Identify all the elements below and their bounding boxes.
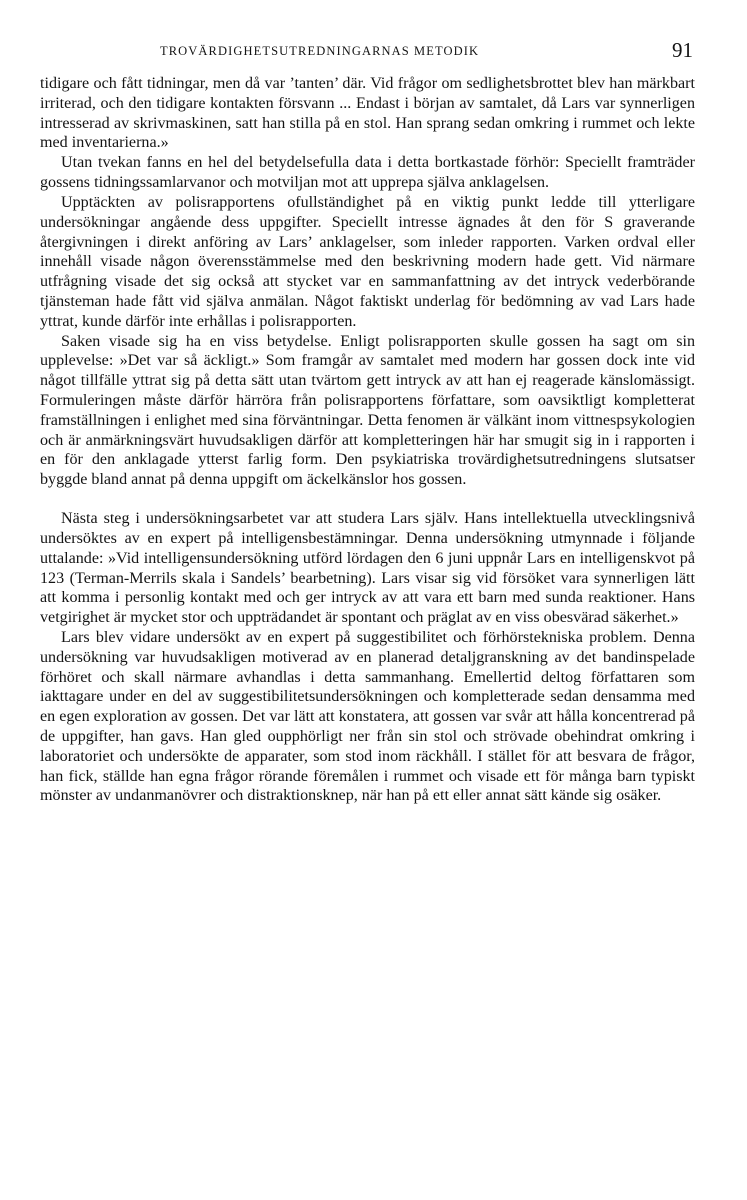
paragraph: Lars blev vidare undersökt av en expert på suggestibilitet och förhörstekniska problem. Denna undersökning var huvudsakligen motiverad av en planerad detaljgranskning av det bandinspelade förhöret och skall närmare avhandlas i detta sammanhang. Emellertid deltog författaren som iakttagare under en del av suggestibilitetsundersökningen och kompletterade sedan densamma med en egen exploration av gossen. Det var lätt att konstatera, att gossen var svår att hålla koncentrerad på de uppgifter, han gavs. Han gled oupphörligt ner från sin stol och strövade obehindrat omkring i laboratoriet och undersökte de apparater, som stod inom räckhåll. I stället för att besvara de frågor, han fick, ställde han egna frågor rörande föremålen i rummet och visade ett för många barn typiskt mönster av undanmanövrer och distraktionsknep, när han på ett eller annat sätt kände sig osäker. [40,628,695,805]
paragraph: tidigare och fått tidningar, men då var ’tanten’ där. Vid frågor om sedlighetsbrottet blev han märkbart irriterad, och den tidigare kontakten försvann ... Endast i början av samtalet, då Lars var synnerligen intresserad av skrivmaskinen, satt han stilla på en stol. Han sprang sedan omkring i rummet och lekte med inventarierna.» [40,75,695,152]
paragraph: Upptäckten av polisrapportens ofullständighet på en viktig punkt ledde till ytterligare undersökningar angående dess uppgifter. Speciellt intresse ägnades åt den för S graverande återgivningen i direkt anföring av Lars’ anklagelser, som inleder rapporten. Varken ordval eller innehåll visade någon överensstämmelse med den beskrivning modern hade gett. Vid närmare utfrågning visade det sig också att stycket var en sammanfattning av det intryck vederbörande tjänsteman hade fått vid själva anmälan. Något faktiskt underlag för bedömning av vad Lars hade yttrat, kunde därför inte erhållas i polisrapporten. [40,193,695,330]
running-title: TROVÄRDIGHETSUTREDNINGARNAS METODIK [160,44,480,58]
book-page [40,38,695,806]
paragraph: Saken visade sig ha en viss betydelse. Enligt polisrapporten skulle gossen ha sagt om sin upplevelse: »Det var så äckligt.» Som framgår av samtalet med modern har gossen dock inte vid något tillfälle yttrat sig på detta sätt utan tvärtom gett intryck av att han ej reagerade känslomässigt. Formuleringen måste därför härröra från polisrapportens författare, som oavsiktligt kompletterat framställningen i enlighet med sina förväntningar. Detta fenomen är välkänt inom vittnespsykologien och är anmärkningsvärt huvudsakligen därför att kompletteringen här har smugit sig in i rapporten i en för den anklagade ytterst farlig form. Den psykiatriska trovärdighetsutredningens slutsatser byggde bland annat på denna uppgift om äckelkänslor hos gossen. [40,332,695,489]
page-number: 91 [672,38,693,62]
section-break [40,490,695,509]
paragraph: Nästa steg i undersökningsarbetet var att studera Lars själv. Hans intellektuella utvecklingsnivå undersöktes av en expert på intelligensbestämningar. Denna undersökning utmynnade i följande uttalande: »Vid intelligensundersökning utförd lördagen den 6 juni uppnår Lars en intelligenskvot på 123 (Terman-Merrils skala i Sandels’ bearbetning). Lars visar sig vid försöket vara synnerligen lätt att komma i personlig kontakt med och ger intryck av att vara ett barn med sunda reaktioner. Hans vetgirighet är mycket stor och uppträdandet är spontant och präglat av en viss obesvärad säkerhet.» [40,510,695,627]
running-header [40,38,695,70]
paragraph: Utan tvekan fanns en hel del betydelsefulla data i detta bortkastade förhör: Speciellt framträder gossens tidningssamlarvanor och motviljan mot att upprepa själva anklagelsen. [40,154,695,192]
body-text [40,74,695,806]
